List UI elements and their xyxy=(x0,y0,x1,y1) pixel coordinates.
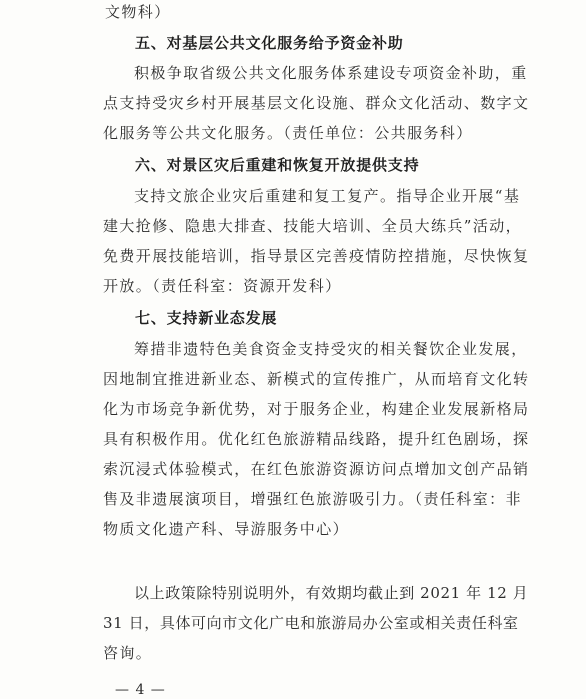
text-line: 点支持受灾乡村开展基层文化设施、群众文化活动、数字文 xyxy=(103,94,530,112)
text-line: 化为市场竞争新优势，对于服务企业，构建企业发展新格局 xyxy=(103,400,530,418)
section-heading: 六、对景区灾后重建和恢复开放提供支持 xyxy=(135,156,420,174)
text-line: 物质文化遗产科、导游服务中心） xyxy=(103,520,350,538)
text-line: 索沉浸式体验模式，在红色旅游资源访问点增加文创产品销 xyxy=(103,460,530,478)
text-line: 31 日，具体可向市文化广电和旅游局办公室或相关责任科室 xyxy=(103,614,519,632)
text-line: 建大抢修、隐患大排查、技能大培训、全员大练兵”活动， xyxy=(103,217,523,235)
section-heading: 七、支持新业态发展 xyxy=(135,309,278,327)
text-line: 具有积极作用。优化红色旅游精品线路，提升红色剧场，探 xyxy=(103,430,530,448)
text-line: 售及非遗展演项目，增强红色旅游吸引力。（责任科室：非 xyxy=(103,490,522,508)
text-line: 化服务等公共文化服务。（责任单位：公共服务科） xyxy=(103,124,473,142)
text-line: 因地制宜推进新业态、新模式的宣传推广，从而培育文化转 xyxy=(103,370,530,388)
text-line: 筹措非遗特色美食资金支持受灾的相关餐饮企业发展， xyxy=(134,340,528,358)
text-line: 开放。（责任科室：资源开发科） xyxy=(103,277,342,295)
text-line: 支持文旅企业灾后重建和复工复产。指导企业开展“基 xyxy=(134,187,521,205)
text-line: 咨询。 xyxy=(103,644,153,662)
section-heading: 五、对基层公共文化服务给予资金补助 xyxy=(135,34,404,52)
text-line: 以上政策除特别说明外，有效期均截止到 2021 年 12 月 xyxy=(134,584,529,602)
text-line: 免费开展技能培训，指导景区完善疫情防控措施，尽快恢复 xyxy=(103,247,530,265)
text-line: 积极争取省级公共文化服务体系建设专项资金补助，重 xyxy=(134,64,528,82)
page-number: — 4 — xyxy=(115,682,166,698)
text-line: 文物科） xyxy=(105,3,171,21)
